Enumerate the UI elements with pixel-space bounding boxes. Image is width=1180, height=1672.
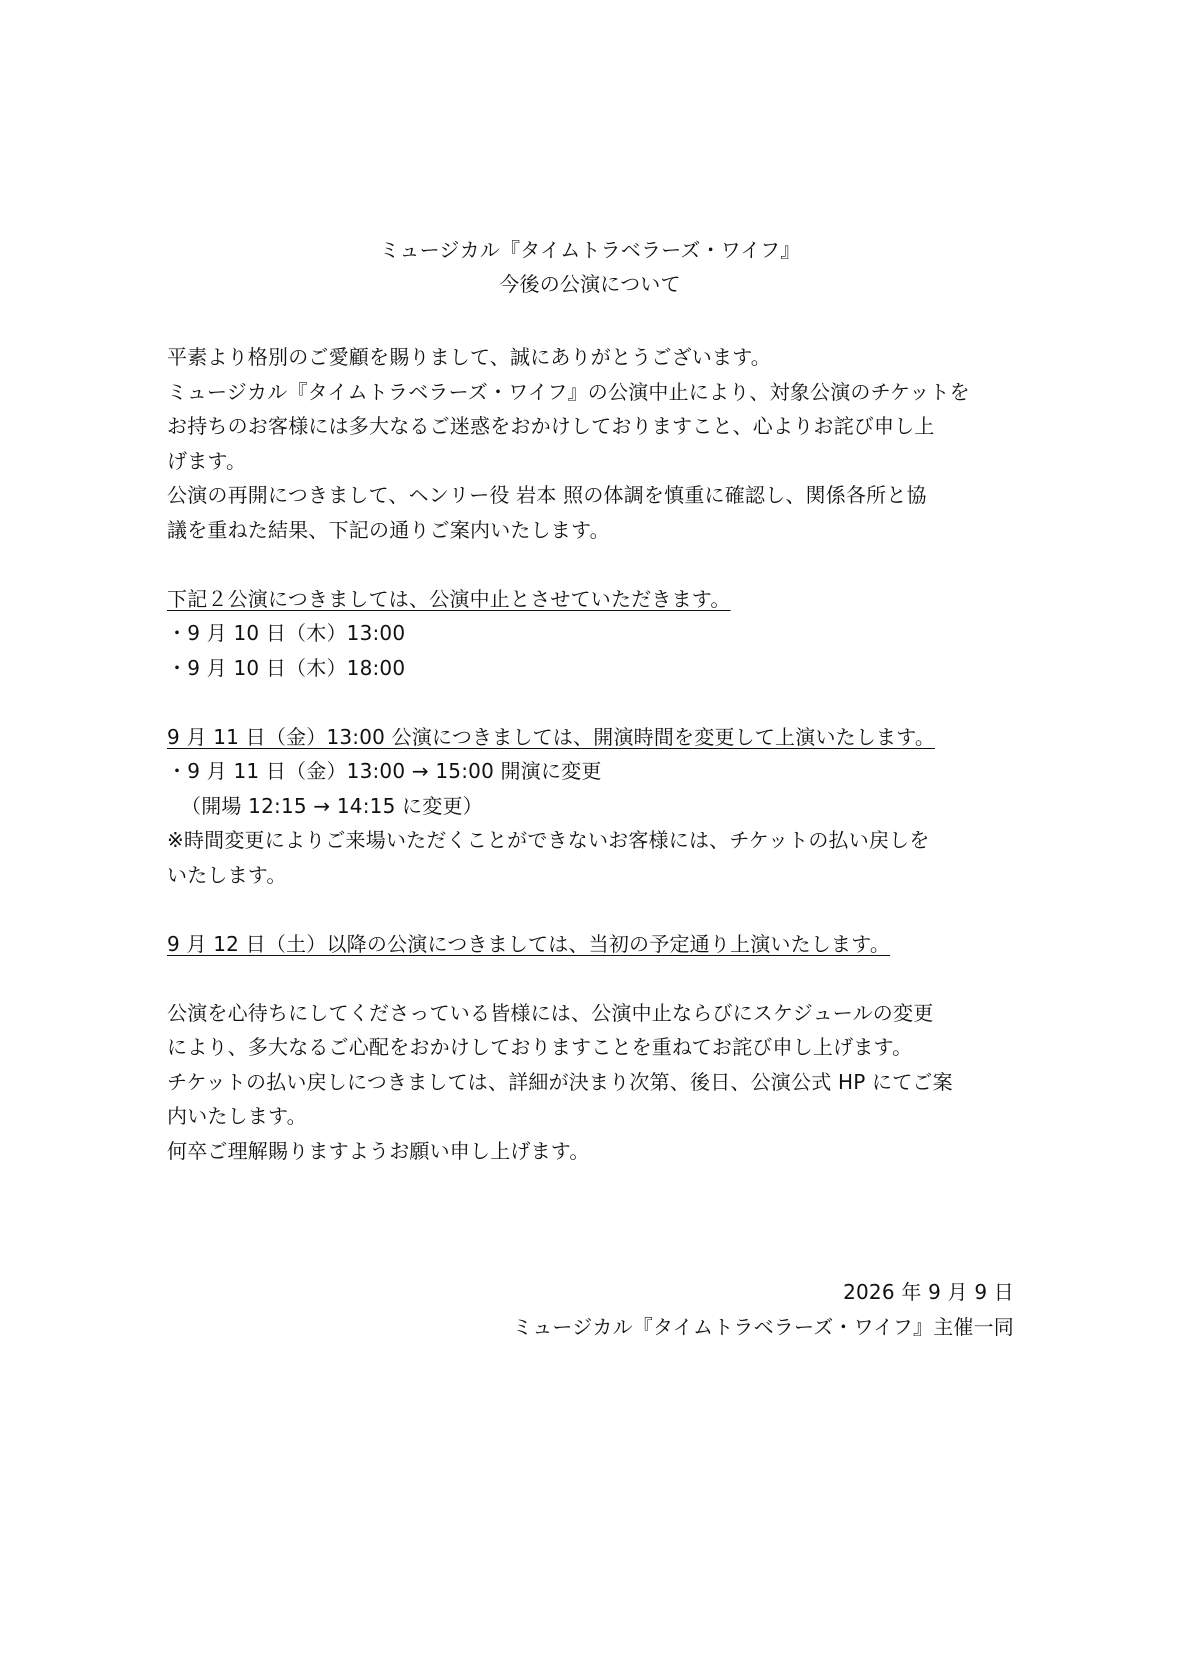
issue-date: 2026 年 9 月 9 日	[843, 1280, 1014, 1304]
intro-line: 議を重ねた結果、下記の通りご案内いたします。	[167, 517, 610, 542]
document-footer	[512, 1275, 1014, 1344]
spacer	[167, 685, 1027, 720]
closing-line: チケットの払い戻しにつきましては、詳細が決まり次第、後日、公演公式 HP にてご案	[167, 1069, 953, 1094]
intro-line: ミュージカル『タイムトラベラーズ・ワイフ』の公演中止により、対象公演のチケットを	[167, 379, 970, 404]
time-change-heading-text: 9 月 11 日（金）13:00 公演につきましては、開演時間を変更して上演いたします。	[167, 724, 936, 749]
cancelled-heading-text: 下記２公演につきましては、公演中止とさせていただきます。	[167, 586, 731, 611]
time-change-section-heading	[167, 720, 1027, 755]
organizer-signature: ミュージカル『タイムトラベラーズ・ワイフ』主催一同	[512, 1314, 1014, 1339]
resume-section-heading	[167, 927, 1027, 962]
intro-line: 平素より格別のご愛顧を賜りまして、誠にありがとうございます。	[167, 345, 771, 369]
spacer	[167, 961, 1027, 996]
intro-line: げます。	[167, 448, 247, 473]
spacer	[167, 547, 1027, 582]
cancelled-performance-item: ・9 月 10 日（木）13:00	[167, 621, 406, 645]
document-body	[167, 340, 1027, 1168]
refund-note-line: ※時間変更によりご来場いただくことができないお客様には、チケットの払い戻しを	[167, 828, 930, 852]
intro-line: お持ちのお客様には多大なるご迷惑をおかけしておりますこと、心よりお詫び申し上	[167, 414, 935, 438]
cancelled-performance-item: ・9 月 10 日（木）18:00	[167, 655, 406, 680]
closing-line: 内いたします。	[167, 1104, 307, 1128]
intro-line: 公演の再開につきまして、ヘンリー役 岩本 照の体調を慎重に確認し、関係各所と協	[167, 483, 927, 507]
closing-line: により、多大なるご心配をおかけしておりますことを重ねてお詫び申し上げます。	[167, 1035, 913, 1059]
document-title	[0, 233, 1180, 301]
time-change-item: ・9 月 11 日（金）13:00 → 15:00 開演に変更	[167, 759, 602, 783]
closing-line: 公演を心待ちにしてくださっている皆様には、公演中止ならびにスケジュールの変更	[167, 1000, 934, 1025]
closing-line: 何卒ご理解賜りますようお願い申し上げます。	[167, 1138, 590, 1163]
title-subject: 今後の公演について	[499, 272, 681, 296]
spacer	[167, 892, 1027, 927]
resume-heading-text: 9 月 12 日（土）以降の公演につきましては、当初の予定通り上演いたします。	[167, 931, 891, 956]
title-production-name: ミュージカル『タイムトラベラーズ・ワイフ』	[379, 238, 801, 262]
refund-note-line: いたします。	[167, 862, 287, 887]
doors-open-change: （開場 12:15 → 14:15 に変更）	[181, 793, 483, 818]
cancelled-section-heading	[167, 582, 1027, 617]
